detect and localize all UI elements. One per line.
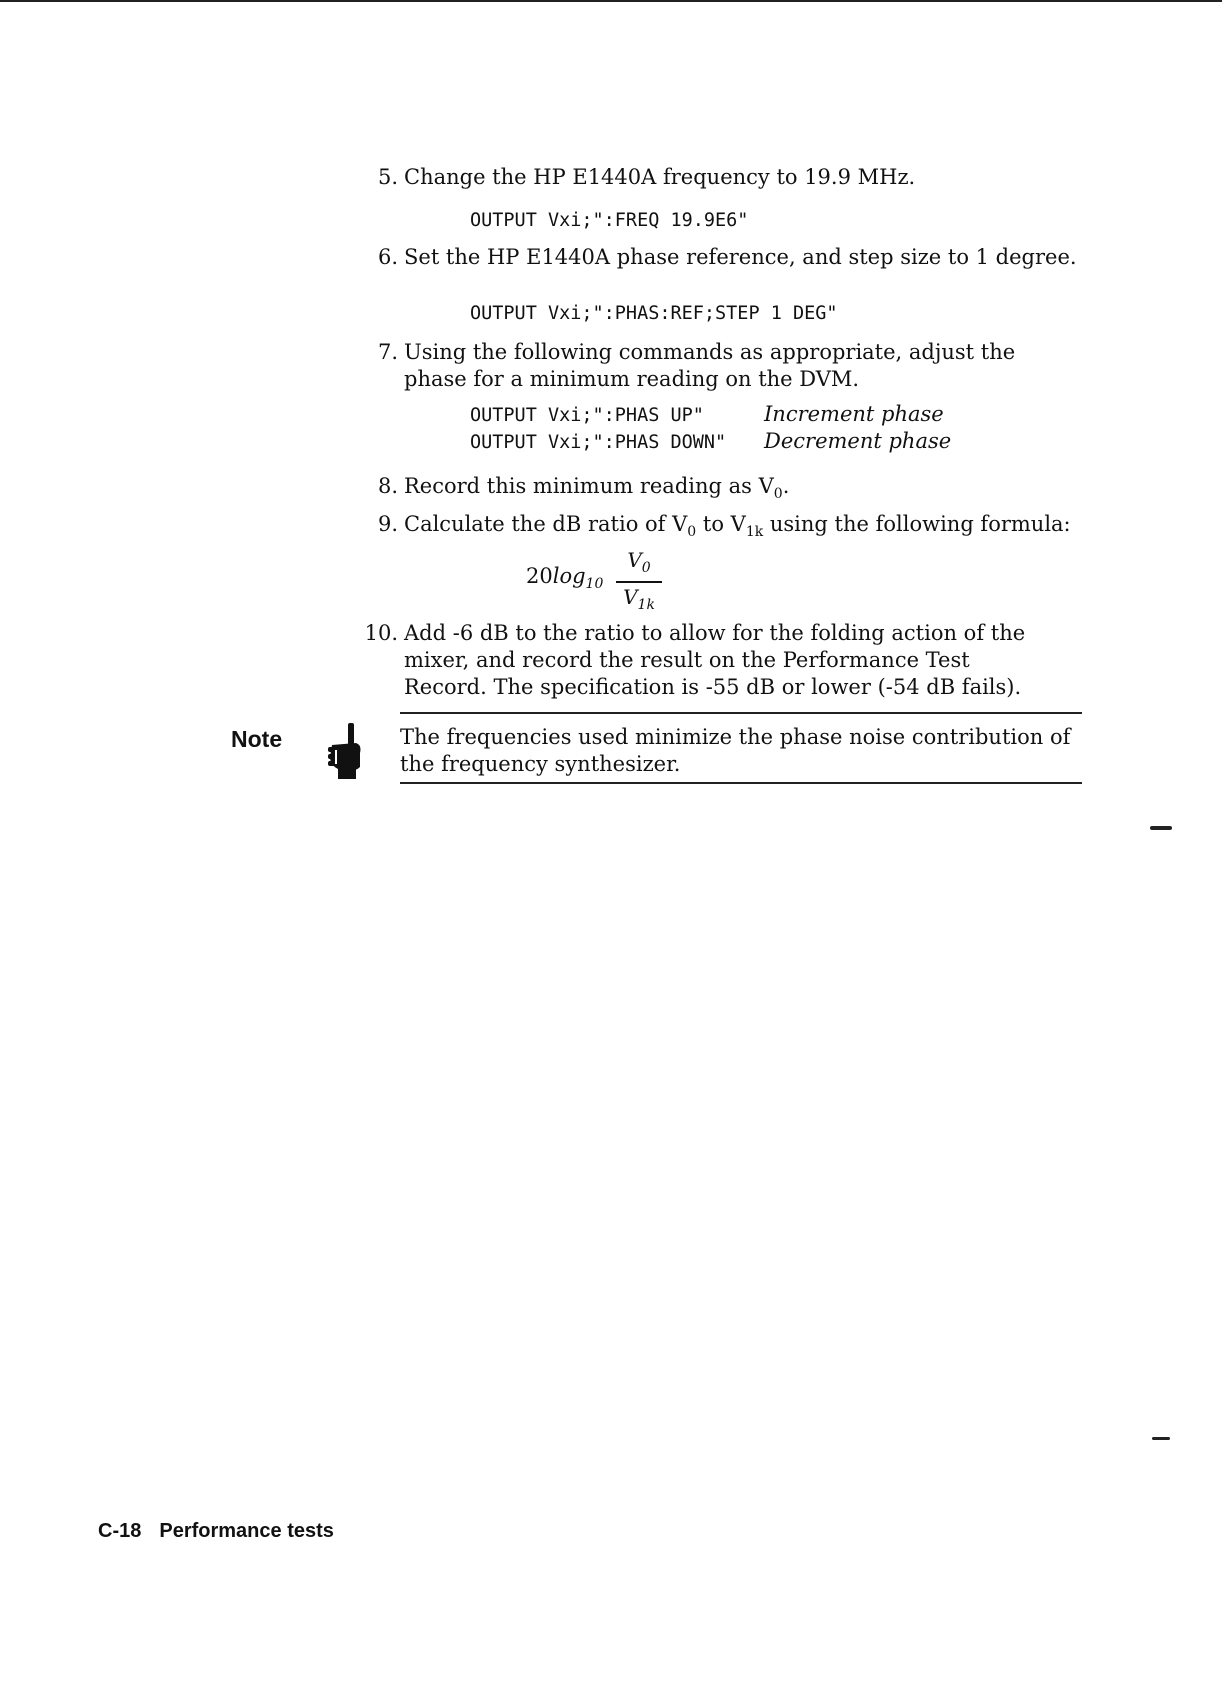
formula	[526, 548, 666, 613]
step-number: 10.	[364, 621, 398, 645]
step-number: 9.	[377, 512, 398, 536]
subscript: 0	[773, 486, 783, 502]
formula-lead: $20\log_{10}$	[526, 564, 604, 592]
top-rule	[0, 0, 1222, 2]
command-phase-up: OUTPUT Vxi;":PHAS UP"	[470, 405, 704, 426]
step-text: Change the HP E1440A frequency to 19.9 MHz.	[404, 165, 916, 189]
formula-fraction	[616, 548, 662, 617]
command-freq: OUTPUT Vxi;":FREQ 19.9E6"	[470, 210, 749, 231]
formula-denominator: $V_{1k}$	[623, 584, 655, 613]
step-text: Using the following commands as appropriate, adjust the phase for a minimum reading on the DVM.	[404, 340, 1016, 391]
step-text-post: using the following formula:	[763, 512, 1071, 536]
step-text: Add -6 dB to the ratio to allow for the folding action of the mixer, and record the result on the Performance Test Record. The specification is -55 dB or lower (-54 dB fails).	[404, 621, 1026, 699]
note-top-rule	[400, 712, 1082, 714]
command-phase-down-desc: Decrement phase	[764, 429, 952, 453]
note-text: The frequencies used minimize the phase noise contribution of the frequency synthesizer.	[400, 725, 1071, 776]
step-text-mid: to V	[696, 512, 746, 536]
step-text: Set the HP E1440A phase reference, and step size to 1 degree.	[404, 245, 1077, 269]
subscript: 1k	[745, 524, 764, 540]
step-8	[377, 473, 1094, 508]
step-text-pre: Calculate the dB ratio of V	[404, 512, 688, 536]
step-number: 8.	[377, 474, 398, 498]
step-7	[377, 339, 1074, 393]
step-9	[377, 511, 1094, 546]
formula-numerator: $V_0$	[627, 548, 651, 576]
step-5	[377, 164, 1094, 191]
command-phase-ref: OUTPUT Vxi;":PHAS:REF;STEP 1 DEG"	[470, 303, 838, 324]
note-bottom-rule	[400, 782, 1082, 784]
subscript: 0	[687, 524, 697, 540]
margin-mark	[1150, 826, 1172, 830]
section-title: Performance tests	[159, 1520, 334, 1542]
step-number: 5.	[377, 165, 398, 189]
command-phase-down: OUTPUT Vxi;":PHAS DOWN"	[470, 432, 727, 453]
fraction-bar	[616, 581, 662, 583]
pointing-hand-icon	[326, 723, 366, 781]
step-number: 6.	[377, 245, 398, 269]
step-number: 7.	[377, 340, 398, 364]
step-text-pre: Record this minimum reading as V	[404, 474, 774, 498]
step-text-post: .	[782, 474, 790, 498]
margin-mark	[1152, 1437, 1170, 1440]
step-10	[364, 620, 1044, 701]
page-number: C-18	[98, 1520, 142, 1542]
page-footer	[98, 1520, 334, 1543]
command-phase-up-desc: Increment phase	[764, 402, 944, 426]
step-6	[377, 244, 1094, 271]
note-label: Note	[231, 726, 283, 752]
